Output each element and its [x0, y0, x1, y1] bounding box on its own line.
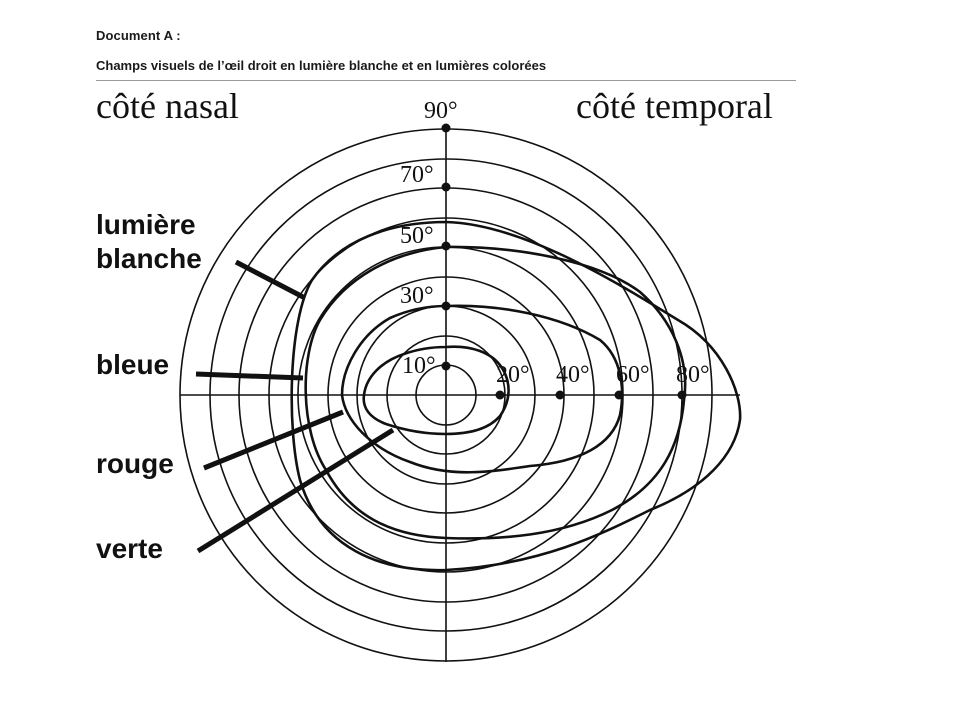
degree-label-40: 40°: [556, 362, 590, 388]
marker-10: [442, 362, 451, 371]
red-light-label: rouge: [96, 448, 174, 479]
document-caption: Champs visuels de l’œil droit en lumière blanche et en lumières colorées: [96, 58, 547, 73]
white-light-label-line2: blanche: [96, 243, 202, 274]
nasal-side-label: côté nasal: [96, 86, 239, 126]
degree-label-10: 10°: [402, 353, 436, 379]
green-light-field-curve: [364, 347, 509, 434]
degree-label-80: 80°: [676, 362, 710, 388]
leader-blue: [196, 374, 303, 378]
degree-label-50: 50°: [400, 223, 434, 249]
leader-red: [204, 412, 343, 468]
marker-40: [556, 391, 565, 400]
degree-label-20: 20°: [496, 362, 530, 388]
marker-70: [442, 183, 451, 192]
degree-label-70: 70°: [400, 162, 434, 188]
leader-white: [236, 262, 305, 298]
degree-label-90: 90°: [424, 98, 458, 124]
temporal-side-label: côté temporal: [576, 86, 773, 126]
green-light-label: verte: [96, 533, 163, 564]
document-title: Document A :: [96, 28, 181, 43]
blue-light-label: bleue: [96, 349, 170, 380]
degree-label-30: 30°: [400, 283, 434, 309]
degree-label-60: 60°: [616, 362, 650, 388]
white-light-label-line1: lumière: [96, 209, 196, 240]
marker-20: [496, 391, 505, 400]
marker-90: [442, 124, 451, 133]
white-light-field-curve: [292, 222, 740, 570]
